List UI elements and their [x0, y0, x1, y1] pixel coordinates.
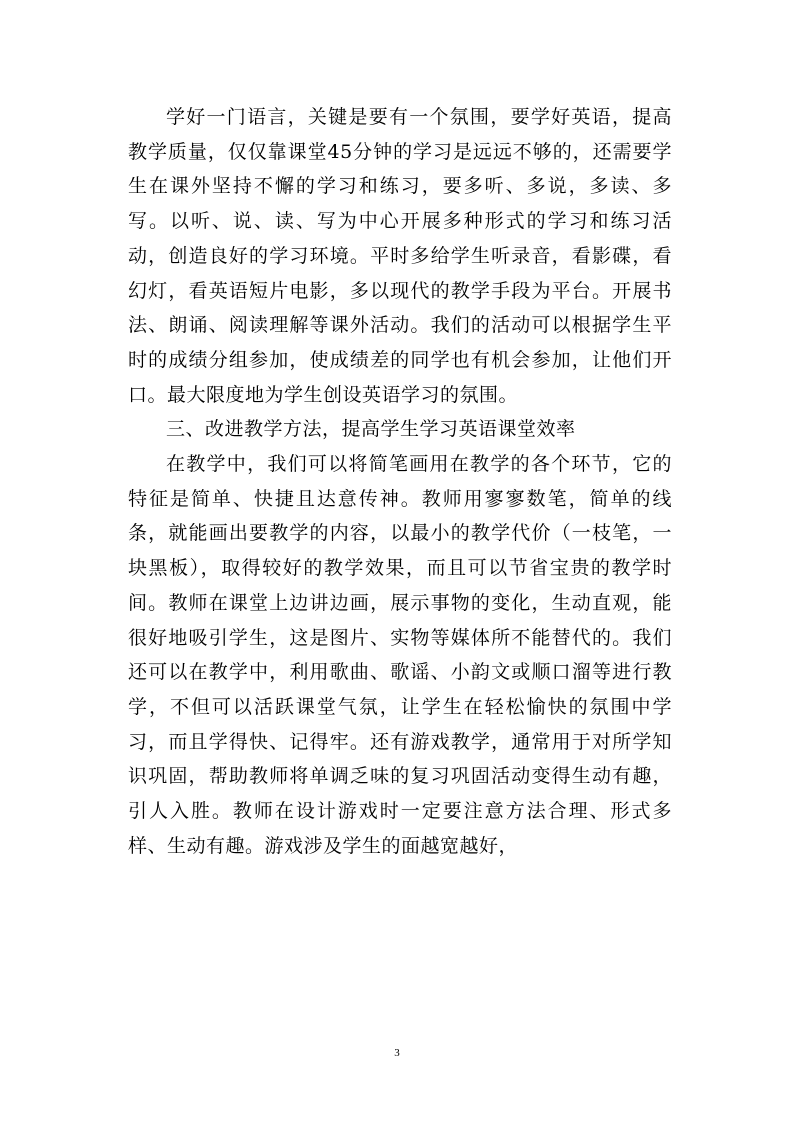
section-heading: 三、改进教学方法，提高学生学习英语课堂效率	[166, 418, 576, 441]
page-number: 3	[394, 1047, 400, 1059]
paragraph-teaching-methods: 在教学中，我们可以将简笔画用在教学的各个环节，它的特征是简单、快捷且达意传神。教师用寥寥数笔，简单的线条，就能画出要教学的内容，以最小的教学代价（一枝笔，一块黑板），取得较好的教学效果，而且可以节省宝贵的教学时间。教师在课堂上边讲边画，展示事物的变化，生动直观，能很好地吸引学生，这是图片、实物等媒体所不能替代的。我们还可以在教学中，利用歌曲、歌谣、小韵文或顺口溜等进行教学，不但可以活跃课堂气氛，让学生在轻松愉快的氛围中学习，而且学得快、记得牢。还有游戏教学，通常用于对所学知识巩固，帮助教师将单调乏味的复习巩固活动变得生动有趣，引人入胜。教师在设计游戏时一定要注意方法合理、形式多样、生动有趣。游戏涉及学生的面越宽越好，	[128, 453, 672, 857]
paragraph-language-atmosphere: 学好一门语言，关键是要有一个氛围，要学好英语，提高教学质量，仅仅靠课堂45分钟的学习是远远不够的，还需要学生在课外坚持不懈的学习和练习，要多听、多说，多读、多写。以听、说、读、写为中心开展多种形式的学习和练习活动，创造良好的学习环境。平时多给学生听录音，看影碟，看幻灯，看英语短片电影，多以现代的教学手段为平台。开展书法、朗诵、阅读理解等课外活动。我们的活动可以根据学生平时的成绩分组参加，使成绩差的同学也有机会参加，让他们开口。最大限度地为学生创设英语学习的氛围。	[128, 106, 672, 406]
document-body	[128, 100, 672, 863]
